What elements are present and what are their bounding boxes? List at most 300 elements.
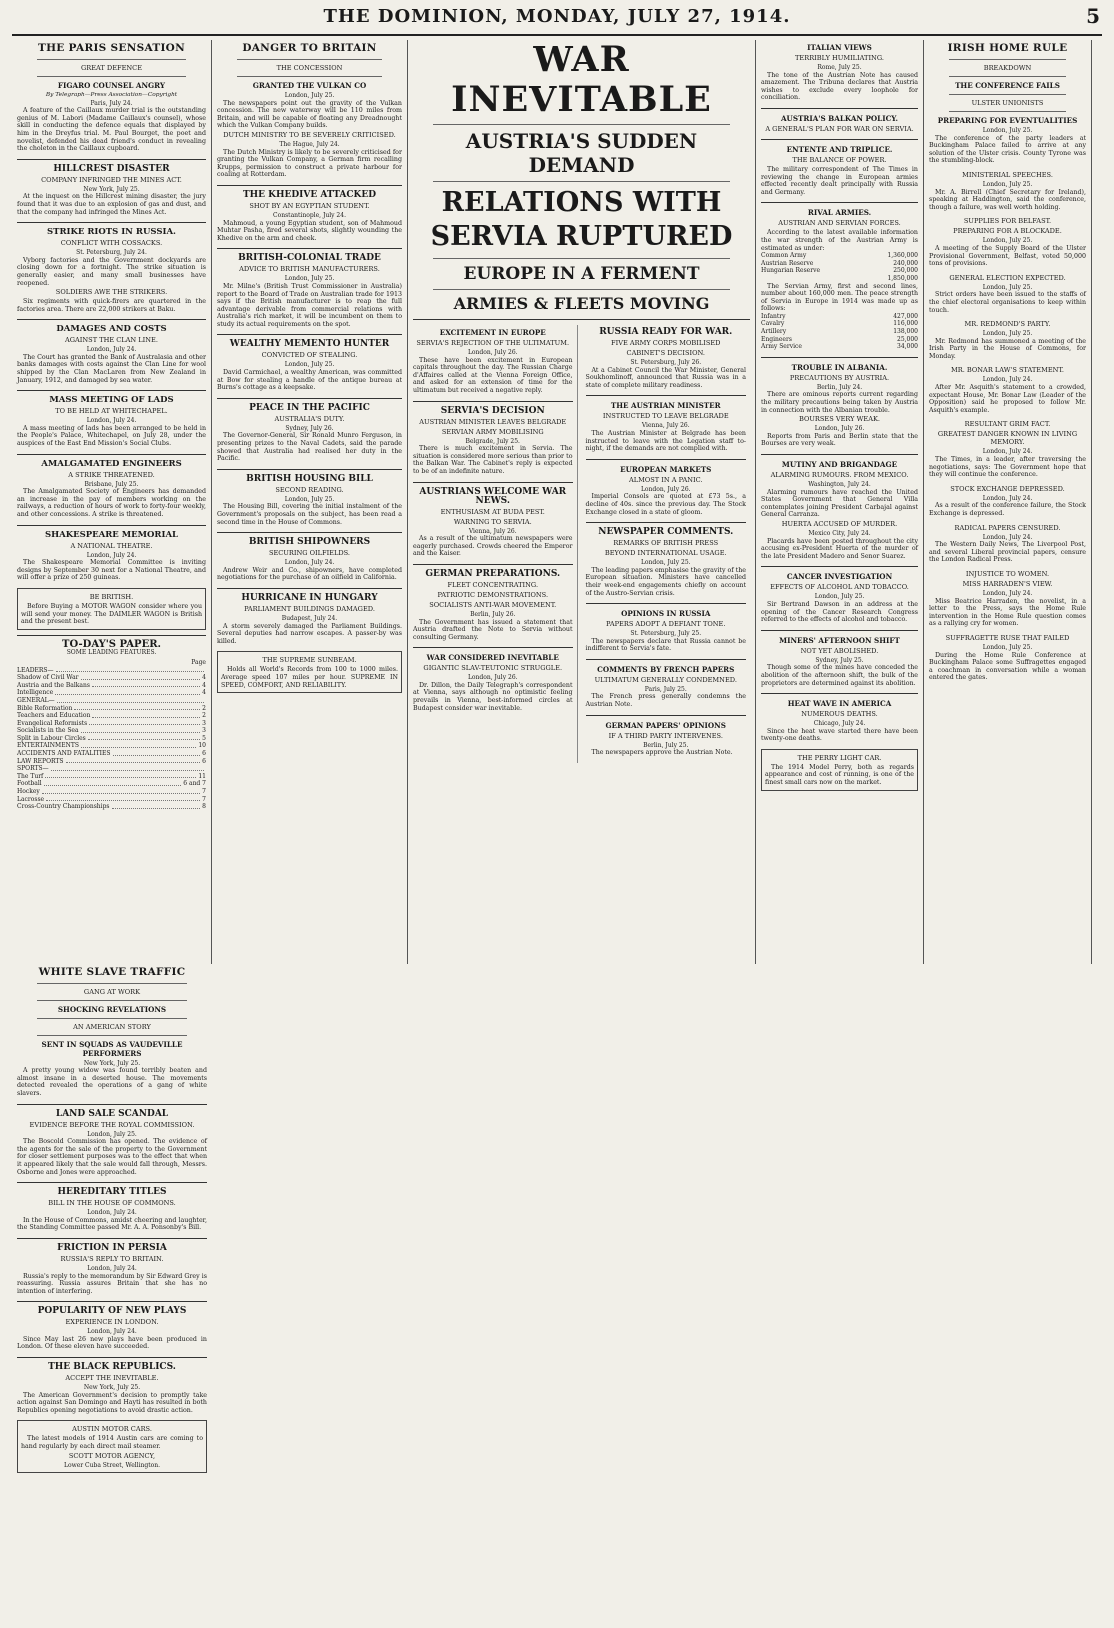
- dateline: St. Petersburg, July 26.: [630, 359, 702, 366]
- subheadline: SUFFRAGETTE RUSE THAT FAILED: [945, 633, 1070, 642]
- dateline: London, July 24.: [87, 1328, 137, 1336]
- article-paris-sensation: [17, 42, 206, 153]
- dateline: London, July 24.: [982, 376, 1033, 384]
- article-body: Andrew Weir and Co., shipowners, have completed negotiations for the purchase of an oilfield in California.: [217, 566, 402, 582]
- article-body: Dr. Dillon, the Daily Telegraph's correspondent at Vienna, says although no optimistic feeling prevails in Vienna, best-informed circles at Budapest consider war inevitable.: [413, 681, 573, 712]
- byline: By Telegraph—Press Association—Copyright: [45, 92, 178, 98]
- figure-label: Cavalry: [761, 320, 785, 328]
- headline: GERMAN PAPERS' OPINIONS: [605, 720, 726, 730]
- index-label: SPORTS—: [17, 765, 49, 773]
- index-page: 8: [202, 803, 206, 811]
- subheadline: SECURING OILFIELDS.: [268, 549, 351, 558]
- subheadline: A GENERAL'S PLAN FOR WAR ON SERVIA.: [765, 124, 914, 133]
- dateline: London, July 26.: [640, 485, 691, 493]
- article-mutiny: [761, 460, 918, 560]
- headline: MINERS' AFTERNOON SHIFT: [779, 635, 900, 645]
- subheadline: RESULTANT GRIM FACT.: [964, 420, 1051, 429]
- index-label: Hockey: [17, 788, 40, 796]
- headline: FRICTION IN PERSIA: [57, 1242, 167, 1253]
- index-label: Evangelical Reformists: [17, 719, 88, 727]
- headline: TO-DAY'S PAPER.: [62, 638, 161, 650]
- index-page: 5: [202, 734, 206, 742]
- index-label: Split in Labour Circles: [17, 734, 86, 742]
- article-body: Reports from Paris and Berlin state that the Bourses are very weak.: [761, 432, 918, 448]
- dateline: New York, July 25.: [83, 1059, 141, 1067]
- subheadline: SHOCKING REVELATIONS: [57, 1004, 167, 1014]
- dateline: Sydney, July 26.: [285, 424, 334, 432]
- article-body: At a Cabinet Council the War Minister, General Soukhomlinoff, announced that Russia was in a state of complete military readiness.: [585, 366, 746, 389]
- figures-row: [761, 313, 918, 321]
- article-injustice-women: [929, 570, 1086, 628]
- army-figures-table: [761, 252, 918, 282]
- dateline: Berlin, July 24.: [816, 383, 863, 391]
- article-colonial-trade: [217, 254, 402, 328]
- dateline: London, July 24.: [284, 559, 335, 567]
- subheadline: GANG AT WORK: [83, 987, 141, 996]
- article-hillcrest: [17, 165, 206, 216]
- dateline: London, July 26.: [814, 425, 865, 433]
- article-body: Mahmoud, a young Egyptian student, son of Mahmoud Muhtar Pasha, fired several shots, slightly wounding the Khedive on the arm and cheek.: [217, 219, 402, 242]
- figure-label: Army Service: [761, 343, 802, 351]
- dateline: Budapest, July 24.: [281, 614, 338, 622]
- headline: WEALTHY MEMENTO HUNTER: [229, 339, 390, 350]
- subheadline: PREPARING FOR A BLOCKADE.: [953, 227, 1062, 236]
- index-row: [17, 750, 206, 758]
- figure-value: 1,850,000: [887, 274, 918, 282]
- subheadline: TO BE HELD AT WHITECHAPEL.: [55, 407, 168, 416]
- article-body: At the inquest on the Hillcrest mining disaster, the jury found that it was due to an explosion of gas and dust, and that the company had infringed the Mines Act.: [17, 193, 206, 216]
- subheadline: FIGARO COUNSEL ANGRY: [57, 81, 166, 90]
- article-european-markets: [586, 465, 747, 516]
- article-engineers: [17, 460, 206, 519]
- index-page: 7: [202, 795, 206, 803]
- article-balkan-policy: [761, 114, 918, 133]
- figure-value: 240,000: [893, 259, 918, 267]
- headline: THE KHEDIVE ATTACKED: [242, 189, 377, 200]
- article-radical-papers: [929, 524, 1086, 564]
- headline: BRITISH HOUSING BILL: [246, 473, 373, 484]
- headline: ITALIAN VIEWS: [807, 43, 872, 52]
- subheadline: TERRIBLY HUMILIATING.: [795, 54, 884, 62]
- article-body: Six regiments with quick-firers are quartered in the factories area. There are 22,000 strikers at Baku.: [17, 298, 206, 313]
- figures-row: [761, 260, 918, 268]
- figure-label: [761, 275, 864, 283]
- article-cancer: [761, 572, 918, 623]
- article-body: The Dutch Ministry is likely to be severely criticised for granting the Vulkan Company, a German firm recalling Krupps, permission to construct a private harbour for coaling at Rotterdam.: [217, 148, 402, 179]
- index-label: ENTERTAINMENTS: [17, 742, 79, 750]
- article-shakespeare: [17, 531, 206, 582]
- article-body: Imperial Consols are quoted at £73 5s., a decline of 40s. since the previous day. The Stock Exchange closed in a state of gloom.: [585, 493, 746, 516]
- headline: THE AUSTRIAN MINISTER: [610, 401, 721, 411]
- article-body: After Mr. Asquith's statement to a crowded, expectant House, Mr. Bonar Law (Leader of the Opposition) said he proposed to follow Mr. Asquith's example.: [929, 384, 1086, 414]
- article-excitement: [413, 328, 573, 395]
- subheadline: BOURSES VERY WEAK.: [799, 415, 880, 424]
- article-german-papers: [586, 721, 747, 757]
- index-row: [17, 667, 206, 675]
- article-body: Sir Bertrand Dawson in an address at the opening of the Cancer Research Congress referred to the effects of alcohol and tobacco.: [761, 600, 918, 624]
- subheadline: ALARMING RUMOURS. FROM MEXICO.: [770, 471, 909, 479]
- index-page: 11: [198, 772, 206, 780]
- headline: EUROPEAN MARKETS: [620, 464, 712, 474]
- subheadline: MINISTERIAL SPEECHES.: [962, 170, 1053, 179]
- subheadline: COMPANY INFRINGED THE MINES ACT.: [41, 175, 182, 184]
- index-row: [17, 788, 206, 796]
- subheadline: PAPERS ADOPT A DEFIANT TONE.: [606, 620, 726, 629]
- index-label: Football: [17, 780, 42, 788]
- dateline: London, July 25.: [814, 593, 865, 601]
- index-label: LEADERS—: [17, 666, 54, 674]
- index-page: 2: [202, 712, 206, 720]
- article-body: The American Government's decision to promptly take action against San Domingo and Hayti has resulted in both Republics opening negotiations to avoid drastic action.: [17, 1391, 207, 1414]
- headline: TROUBLE IN ALBANIA.: [791, 362, 888, 372]
- article-war-inevitable: [413, 653, 573, 712]
- headline: MUTINY AND BRIGANDAGE: [781, 460, 898, 469]
- subheadline: MR. REDMOND'S PARTY.: [964, 320, 1051, 329]
- subheadline: GREAT DEFENCE: [80, 64, 143, 72]
- dateline: Berlin, July 26.: [470, 610, 516, 618]
- subheadline: SUPPLIES FOR BELFAST.: [963, 217, 1052, 226]
- subheadline: SHOT BY AN EGYPTIAN STUDENT.: [249, 201, 370, 210]
- subheadline: THE CONFERENCE FAILS: [955, 81, 1060, 90]
- dateline: Chicago, July 24.: [813, 720, 866, 728]
- subheadline: THE CONCESSION: [276, 64, 343, 72]
- dateline: Sydney, July 25.: [815, 656, 864, 664]
- article-body: A storm severely damaged the Parliament Buildings. Several deputies had narrow escapes. A passer-by was killed.: [217, 622, 402, 645]
- headline: IRISH HOME RULE: [947, 42, 1068, 54]
- dateline: London, July 24.: [87, 1209, 137, 1217]
- article-hurricane: [217, 594, 402, 645]
- subheadline: BILL IN THE HOUSE OF COMMONS.: [48, 1199, 176, 1208]
- figure-value: 25,000: [897, 335, 918, 343]
- banner-subheadline: RELATIONS WITH SERVIA RUPTURED: [430, 187, 733, 252]
- subheadline: GREATEST DANGER KNOWN IN LIVING MEMORY.: [937, 430, 1078, 447]
- article-body: Mr. Milne's (British Trust Commissioner in Australia) report to the Board of Trade on Australian trade for 1913 says if the British manufacturer is to reap the full advantage derivable from commercial relations with Australia's rich market, it will be incumbent on them to study its actual requirements on the spot.: [217, 282, 402, 328]
- article-austrian-minister: [586, 401, 747, 452]
- headline: DANGER TO BRITAIN: [242, 42, 377, 54]
- index-row: [17, 773, 206, 781]
- advert-body: The latest models of 1914 Austin cars are coming to hand regularly by each direct mail steamer.: [21, 1435, 203, 1451]
- index-row: [17, 689, 206, 697]
- article-opinions-russia: [586, 609, 747, 653]
- figures-row: [761, 336, 918, 344]
- article-ministerial-speeches: [929, 171, 1086, 211]
- headline: BRITISH SHIPOWNERS: [248, 537, 371, 548]
- dateline: London, July 25.: [982, 643, 1033, 651]
- article-body: Vyborg factories and the Government dockyards are closing down for a fortnight. The strike situation is generally easier, and many small businesses have reopened.: [17, 256, 206, 287]
- subheadline: IF A THIRD PARTY INTERVENES.: [608, 731, 723, 740]
- dateline: London, July 24.: [86, 346, 137, 354]
- article-body: The Boscold Commission has opened. The evidence of the agents for the sale of the property to the Government for closer settlement purposes was to the effect that when it appeared likely that the sale would fall through, Messrs. Osborne and Jones were approached.: [17, 1138, 207, 1176]
- headline: AUSTRIA'S BALKAN POLICY.: [780, 113, 898, 123]
- figure-label: Engineers: [761, 335, 792, 343]
- article-strike-riots: [17, 228, 206, 313]
- article-damages: [17, 325, 206, 384]
- figure-label: Hungarian Reserve: [761, 267, 821, 275]
- subheadline: GENERAL ELECTION EXPECTED.: [949, 273, 1066, 282]
- article-land-sale: [17, 1110, 207, 1177]
- article-supplies-belfast: [929, 217, 1086, 267]
- article-suffragette: [929, 634, 1086, 682]
- subheadline: WARNING TO SERVIA.: [453, 517, 532, 526]
- article-body: The Servian Army, first and second lines, number about 160,000 men. The peace strength of Servia in Europe in 1914 was made up as follows:: [761, 282, 918, 313]
- article-body: The Amalgamated Society of Engineers has demanded an increase in the pay of members working on the railways, a reduction of hours of work to forty-four weekly, and other concessions. A strike is threatened.: [17, 488, 206, 518]
- headline: DAMAGES AND COSTS: [56, 324, 167, 335]
- article-body: A meeting of the Supply Board of the Ulster Provisional Government, Belfast, voted 50,000 tons of provisions.: [929, 244, 1086, 268]
- headline: GERMAN PREPARATIONS.: [425, 568, 561, 579]
- article-persia: [17, 1244, 207, 1295]
- dateline: London, July 24.: [87, 1264, 137, 1272]
- subheadline: SOME LEADING FEATURES.: [66, 649, 157, 657]
- article-body: During the Home Rule Conference at Buckingham Palace some Suffragettes engaged a coachman in conversation while a woman entered the gates.: [929, 651, 1086, 682]
- column-3-war-story: [408, 40, 756, 964]
- index-list: [17, 667, 206, 811]
- article-body: The conference of the party leaders at Buckingham Palace failed to arrive at any solution of the Ulster crisis. County Tyrone was the stumbling-block.: [929, 134, 1086, 165]
- subheadline: NUMEROUS DEATHS.: [801, 710, 878, 719]
- index-row: [17, 727, 206, 735]
- subheadline: CONFLICT WITH COSSACKS.: [60, 239, 163, 248]
- article-body: The Housing Bill, covering the initial instalment of the Government's proposals on the subject, has been read a second time in the House of Commons.: [217, 503, 402, 526]
- article-mass-meeting: [17, 396, 206, 447]
- advert-daimler: [17, 588, 206, 630]
- headline: HILLCREST DISASTER: [53, 163, 170, 174]
- article-hereditary-titles: [17, 1188, 207, 1232]
- article-body: Russia's reply to the memorandum by Sir Edward Grey is reassuring. Russia assures Britain that she has no intention of interfering.: [17, 1272, 207, 1295]
- index-label: Intelligence: [17, 689, 54, 697]
- article-body: The Western Daily News, The Liverpool Post, and several Liberal provincial papers, censure the London Radical Press.: [929, 541, 1086, 564]
- article-body: There is much excitement in Servia. The situation is considered more serious than prior to the Balkan War. The Cabinet's reply is expected to be of an indefinite nature.: [413, 445, 573, 475]
- article-body: Strict orders have been issued to the staffs of the chief electoral organisations to keep within touch.: [929, 291, 1086, 314]
- subheadline: ADVICE TO BRITISH MANUFACTURERS.: [239, 265, 380, 274]
- subheadline: AUSTRIAN MINISTER LEAVES BELGRADE: [419, 417, 567, 426]
- index-label: The Turf: [17, 772, 44, 780]
- column-5: [924, 40, 1092, 964]
- subheadline: A NATIONAL THEATRE.: [70, 541, 153, 550]
- page-column-label: Page: [191, 658, 206, 666]
- dateline: Belgrade, July 25.: [465, 437, 520, 445]
- index-label: Austria and the Balkans: [17, 681, 90, 689]
- article-body: Alarming rumours have reached the United States Government that General Villa contemplates joining President Carbajal against General Carranza.: [761, 488, 918, 519]
- dateline: London, July 25.: [284, 361, 335, 369]
- dateline: Mexico City, July 24.: [808, 529, 871, 537]
- figure-value: 250,000: [893, 267, 918, 275]
- headline: OPINIONS IN RUSSIA: [621, 609, 711, 619]
- subheadline: FIVE ARMY CORPS MOBILISED: [611, 339, 721, 347]
- article-body: A feature of the Caillaux murder trial is the outstanding genius of M. Labori (Madame Caillaux's counsel), whose skill in conducting the defence equals that displayed by him in the Dreyfus trial. M. Paul Bourget, the poet and novelist, defended his dead friend's conduct in revealing the choleton in the Caillaux cupboard.: [17, 107, 206, 153]
- article-body: A mass meeting of lads has been arranged to be held in the People's Palace, Whitechapel, on July 28, under the auspices of the East End Mission's Social Clubs.: [17, 424, 206, 448]
- subheadline: BEYOND INTERNATIONAL USAGE.: [604, 549, 727, 558]
- headline: EXCITEMENT IN EUROPE: [439, 328, 546, 337]
- subheadline: GIGANTIC SLAV-TEUTONIC STRUGGLE.: [423, 664, 563, 673]
- subheadline: ENTHUSIASM AT BUDA PEST.: [440, 507, 545, 516]
- article-body: The tone of the Austrian Note has caused amazement. The Tribuna declares that Austria wishes to exclude every loophole for conciliation.: [761, 71, 918, 102]
- article-body: The Governor-General, Sir Ronald Munro Ferguson, in presenting prizes to the Naval Cadets, said the parade showed that Australia had realised her duty in the Pacific.: [217, 432, 402, 463]
- headline: HURRICANE IN HUNGARY: [241, 592, 378, 603]
- subheadline: AN AMERICAN STORY: [73, 1022, 151, 1031]
- advert-agent: SCOTT MOTOR AGENCY,: [68, 1451, 156, 1460]
- headline: STRIKE RIOTS IN RUSSIA.: [47, 227, 176, 238]
- index-page: 7: [202, 788, 206, 796]
- article-rival-armies: [761, 208, 918, 351]
- advert-body: Before Buying a MOTOR WAGON consider where you will send your money. The DAIMLER WAGON is British and the present best.: [21, 602, 202, 626]
- article-newspaper-comments: [586, 528, 747, 597]
- subheadline: BREAKDOWN: [983, 64, 1032, 72]
- advert-perry-car: [761, 749, 918, 791]
- index-row: [17, 720, 206, 728]
- article-italian-views: [761, 43, 918, 102]
- headline: AUSTRIANS WELCOME WAR NEWS.: [419, 486, 567, 506]
- war-subcolumn-right: [586, 325, 751, 763]
- article-body: These have been excitement in European capitals throughout the day. The Russian Charge d'Affaires called at the Vienna Foreign Office, and asked for an extension of time for the ultimatum but received a negative reply.: [413, 356, 573, 394]
- figures-row: [761, 343, 918, 351]
- headline: RUSSIA READY FOR WAR.: [599, 327, 733, 337]
- article-white-slave: [17, 966, 207, 1098]
- advert-headline: THE PERRY LIGHT CAR.: [797, 753, 882, 762]
- subheadline: SERVIA'S REJECTION OF THE ULTIMATUM.: [416, 339, 570, 347]
- dateline: London, July 24.: [86, 417, 137, 425]
- headline: CANCER INVESTIGATION: [786, 572, 893, 582]
- article-body: Though some of the mines have conceded the abolition of the afternoon shift, the bulk of the proprietors are determined against its abolition.: [761, 664, 918, 687]
- article-german-preparations: [413, 570, 573, 641]
- headline: WHITE SLAVE TRAFFIC: [38, 965, 186, 978]
- article-shipowners: [217, 538, 402, 582]
- subheadline: ACCEPT THE INEVITABLE.: [65, 1374, 159, 1383]
- subheadline: NOT YET ABOLISHED.: [800, 646, 879, 655]
- index-row: [17, 803, 206, 811]
- headline: AMALGAMATED ENGINEERS: [41, 458, 182, 469]
- figures-row: [761, 275, 918, 283]
- article-memento-hunter: [217, 340, 402, 391]
- article-body: Mr. Redmond has summoned a meeting of the Irish Party in the House of Commons, for Monday.: [929, 337, 1086, 360]
- subheadline: CONVICTED OF STEALING.: [261, 351, 358, 360]
- dateline: London, July 26.: [467, 674, 518, 682]
- subheadline: ULTIMATUM GENERALLY CONDEMNED.: [594, 675, 737, 684]
- subheadline: HUERTA ACCUSED OF MURDER.: [781, 519, 898, 528]
- subheadline: CABINET'S DECISION.: [626, 349, 705, 357]
- advert-address: Lower Cuba Street, Wellington.: [63, 1461, 161, 1469]
- index-page: 4: [202, 681, 206, 689]
- article-servias-decision: [413, 407, 573, 476]
- article-austrians-welcome: [413, 488, 573, 558]
- figure-label: Artillery: [761, 328, 787, 336]
- war-story-subcolumns: [413, 325, 750, 763]
- dateline: London, July 25.: [982, 127, 1033, 134]
- advert-headline: THE SUPREME SUNBEAM.: [262, 656, 357, 665]
- subheadline: PATRIOTIC DEMONSTRATIONS.: [437, 590, 549, 599]
- banner-headline: WAR INEVITABLE: [451, 40, 712, 120]
- index-row: [17, 712, 206, 720]
- article-albania: [761, 363, 918, 448]
- subheadline: GRANTED THE VULKAN CO: [252, 81, 367, 90]
- index-page: 3: [202, 727, 206, 735]
- article-entente: [761, 145, 918, 196]
- figures-row: [761, 267, 918, 275]
- article-housing-bill: [217, 475, 402, 526]
- dateline: London, July 25.: [640, 559, 691, 567]
- dateline: London, July 25.: [982, 283, 1033, 291]
- dateline: London, July 25.: [284, 92, 335, 99]
- article-body: Mr. A. Birrell (Chief Secretary for Ireland), speaking at Haddington, said the conference, though a failure, was well worth holding.: [929, 188, 1086, 211]
- index-label: ACCIDENTS AND FATALITIES: [17, 750, 111, 758]
- index-label: Cross-Country Championships: [17, 803, 110, 811]
- figure-value: 34,000: [897, 343, 918, 351]
- article-body: The newspapers approve the Austrian Note.: [591, 749, 733, 757]
- advert-sunbeam: [217, 651, 402, 693]
- article-stock-exchange: [929, 485, 1086, 518]
- column-2: [212, 40, 408, 964]
- subheadline: PRECAUTIONS BY AUSTRIA.: [789, 373, 890, 382]
- article-bonar-law: [929, 366, 1086, 414]
- dateline: The Hague, July 24.: [279, 140, 340, 148]
- subheadline: RADICAL PAPERS CENSURED.: [954, 523, 1061, 532]
- index-row: [17, 682, 206, 690]
- dateline: London, July 25.: [982, 180, 1033, 188]
- article-body: Placards have been posted throughout the city accusing ex-President Huerta of the murder of the late President Madero and Senor Suarez.: [761, 537, 918, 560]
- subheadline: ALMOST IN A PANIC.: [628, 475, 703, 484]
- index-row: [17, 674, 206, 682]
- dateline: London, July 25.: [87, 1130, 137, 1138]
- index-page: 4: [202, 674, 206, 682]
- banner-subheadline: AUSTRIA'S SUDDEN DEMAND: [465, 129, 698, 177]
- article-heat-wave: [761, 699, 918, 743]
- subheadline: MISS HARRADEN'S VIEW.: [962, 579, 1053, 588]
- figure-label: Common Army: [761, 252, 807, 260]
- index-label: Lacrosse: [17, 795, 45, 803]
- dateline: London, July 25.: [284, 495, 335, 503]
- index-row: [17, 705, 206, 713]
- subheadline: AUSTRALIA'S DUTY.: [274, 414, 345, 423]
- index-row: [17, 765, 206, 773]
- article-miners: [761, 636, 918, 687]
- subheadline: AUSTRIAN AND SERVIAN FORCES.: [778, 219, 901, 228]
- figure-value: 1,360,000: [887, 252, 918, 260]
- dateline: London, July 24.: [982, 589, 1033, 597]
- article-body: As a result of the conference failure, the Stock Exchange is depressed.: [929, 502, 1086, 517]
- advert-body: The 1914 Model Perry, both as regards appearance and cost of running, is one of the finest small cars now on the market.: [765, 763, 914, 787]
- dateline: Brisbane, July 25.: [84, 480, 139, 488]
- figure-value: 427,000: [893, 312, 918, 320]
- index-row: [17, 697, 206, 705]
- headline: THE PARIS SENSATION: [37, 42, 186, 54]
- subheadline: PREPARING FOR EVENTUALITIES: [937, 116, 1078, 125]
- index-page: 6 and 7: [183, 780, 206, 788]
- article-body: Miss Beatrice Harraden, the novelist, in a letter to the Press, says the Home Rule intervention in the Home Rule question comes as a rallying cry for women.: [929, 597, 1086, 628]
- article-body: Since May last 26 new plays have been produced in London. Of these eleven have succeeded.: [17, 1335, 207, 1351]
- article-body: There are ominous reports current regarding the military precautions being taken by Austria in connection with the Albanian trouble.: [761, 391, 918, 414]
- column-6: [12, 964, 212, 1620]
- article-danger-to-britain: [217, 42, 402, 179]
- army-figures-table: [761, 313, 918, 351]
- article-body: The Shakespeare Memorial Committee is inviting designs by September 30 next for a National Theatre, and will offer a prize of 250 guineas.: [17, 559, 206, 582]
- index-page: 4: [202, 689, 206, 697]
- article-body: A pretty young widow was found terribly beaten and almost insane in a deserted house. The movements detected revealed the operations of a gang of white slavers.: [17, 1067, 207, 1097]
- index-label: Socialists in the Sea: [17, 727, 79, 735]
- index-page: 3: [202, 719, 206, 727]
- headline: ENTENTE AND TRIPLICE.: [786, 144, 893, 154]
- article-body: In the House of Commons, amidst cheering and laughter, the Standing Committee passed Mr. A. A. Ponsonby's Bill.: [17, 1216, 207, 1232]
- article-body: According to the latest available information the war strength of the Austrian Army is estimated as under:: [761, 229, 918, 252]
- dateline: New York, July 25.: [83, 1384, 141, 1392]
- banner-subheadline: EUROPE IN A FERMENT: [463, 264, 700, 284]
- subheadline: REMARKS OF BRITISH PRESS: [613, 539, 719, 548]
- headline: COMMENTS BY FRENCH PAPERS: [597, 664, 735, 674]
- dateline: Vienna, July 26.: [641, 422, 690, 430]
- index-row: [17, 742, 206, 750]
- index-page: 2: [202, 704, 206, 712]
- article-irish-home-rule: [929, 42, 1086, 165]
- headline: SHAKESPEARE MEMORIAL: [44, 529, 179, 540]
- index-row: [17, 758, 206, 766]
- subheadline: SENT IN SQUADS AS VAUDEVILLE PERFORMERS: [41, 1039, 183, 1058]
